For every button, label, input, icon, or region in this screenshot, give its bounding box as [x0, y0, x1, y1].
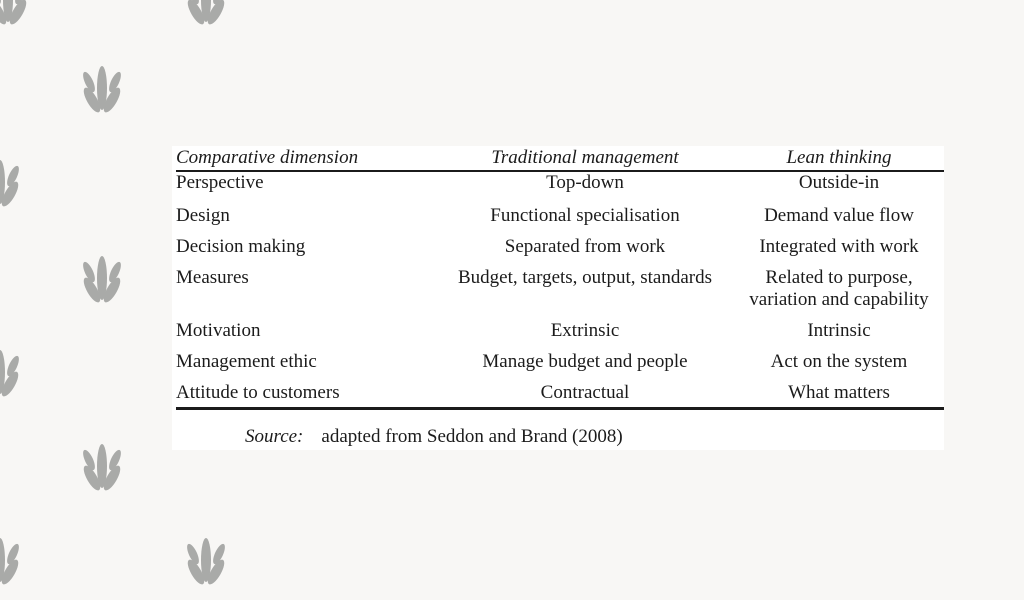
leaf-sprig-icon — [0, 152, 22, 222]
lean-cell: Related to purpose, variation and capability — [749, 267, 929, 310]
traditional-cell: Budget, targets, output, standards — [457, 267, 712, 288]
lean-cell: Integrated with work — [759, 236, 919, 257]
table-row — [176, 320, 944, 351]
dimension-cell: Design — [176, 205, 230, 226]
leaf-sprig-icon — [0, 0, 30, 40]
leaf-sprig-icon — [0, 342, 22, 412]
comparison-table-panel — [172, 146, 944, 450]
table-row — [176, 171, 944, 205]
header-lean-thinking: Lean thinking — [734, 146, 944, 171]
traditional-cell: Manage budget and people — [482, 351, 688, 372]
dimension-cell: Management ethic — [176, 351, 317, 372]
leaf-sprig-icon — [80, 58, 124, 128]
dimension-cell: Motivation — [176, 320, 261, 341]
traditional-cell: Contractual — [436, 382, 734, 409]
lean-cell: Act on the system — [770, 351, 908, 372]
leaf-sprig-icon — [184, 530, 228, 600]
dimension-cell: Measures — [176, 267, 249, 288]
lean-cell: Demand value flow — [764, 205, 914, 226]
leaf-sprig-icon — [80, 248, 124, 318]
header-traditional-management: Traditional management — [436, 146, 734, 171]
traditional-cell: Separated from work — [504, 236, 666, 257]
source-label: Source: — [245, 426, 304, 447]
lean-cell: What matters — [734, 382, 944, 409]
leaf-sprig-icon — [184, 0, 228, 40]
traditional-cell: Extrinsic — [550, 320, 620, 341]
leaf-sprig-icon — [80, 436, 124, 506]
table-row — [176, 382, 944, 409]
source-text: adapted from Seddon and Brand (2008) — [321, 426, 623, 447]
table-row — [176, 351, 944, 382]
table-header-row — [176, 146, 944, 171]
leaf-sprig-icon — [0, 530, 22, 600]
traditional-cell: Top-down — [546, 172, 624, 193]
dimension-cell: Decision making — [176, 236, 306, 257]
traditional-cell: Functional specialisation — [490, 205, 680, 226]
dimension-cell: Attitude to customers — [176, 382, 436, 409]
source-note — [245, 426, 623, 448]
lean-cell: Outside-in — [798, 172, 880, 193]
table-row — [176, 205, 944, 236]
dimension-cell: Perspective — [176, 172, 264, 193]
lean-cell: Intrinsic — [807, 320, 871, 341]
comparison-table — [176, 146, 944, 410]
table-row — [176, 267, 944, 320]
header-comparative-dimension: Comparative dimension — [176, 146, 436, 171]
table-row — [176, 236, 944, 267]
